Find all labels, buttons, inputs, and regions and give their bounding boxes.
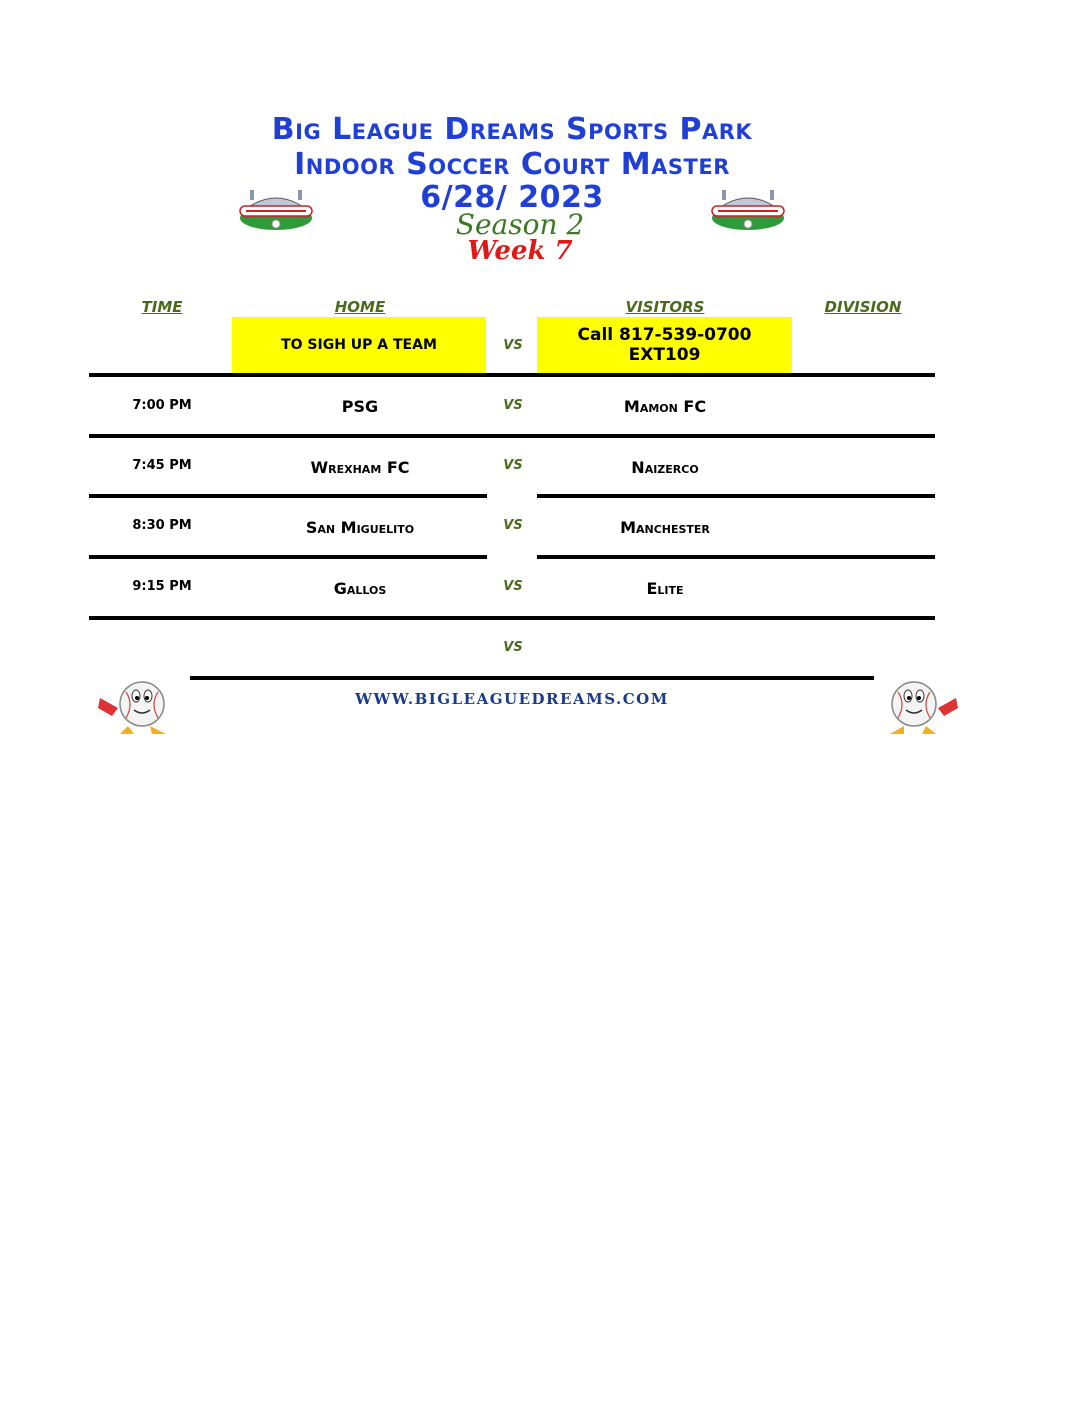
row-divider	[89, 616, 935, 620]
baseball-mascot-icon	[90, 674, 186, 738]
game-time: 7:45 PM	[132, 458, 192, 473]
game-time: 9:15 PM	[132, 579, 192, 594]
row-divider	[89, 494, 487, 498]
stadium-logo-icon	[234, 182, 318, 234]
column-header-visitors: VISITORS	[625, 298, 705, 316]
home-team: Wrexham FC	[310, 458, 410, 477]
baseball-mascot-icon	[870, 674, 966, 738]
vs-label: VS	[503, 579, 523, 594]
vs-label: VS	[503, 398, 523, 413]
row-divider	[89, 373, 935, 377]
game-time: 8:30 PM	[132, 518, 192, 533]
row-divider	[89, 434, 935, 438]
visiting-team: Manchester	[620, 518, 710, 537]
title-line-1: Big League Dreams Sports Park	[271, 112, 753, 147]
vs-label: VS	[503, 518, 523, 533]
week-label: Week 7	[467, 236, 573, 266]
home-team: San Miguelito	[305, 518, 415, 537]
visiting-team: Mamon FC	[623, 397, 707, 416]
signup-home-cell	[232, 317, 486, 373]
game-time: 7:00 PM	[132, 398, 192, 413]
column-header-time: TIME	[141, 298, 183, 316]
signup-text: TO SIGH UP A TEAM	[281, 337, 437, 353]
visiting-team: Elite	[646, 579, 684, 598]
row-divider	[537, 494, 935, 498]
column-header-division: DIVISION	[824, 298, 902, 316]
column-header-home: HOME	[334, 298, 386, 316]
title-line-2: Indoor Soccer Court Master	[294, 147, 730, 182]
vs-label: VS	[503, 338, 523, 353]
signup-contact-cell	[537, 317, 792, 373]
signup-extension: EXT109	[628, 345, 701, 365]
vs-label: VS	[503, 458, 523, 473]
home-team: PSG	[341, 397, 379, 416]
website-link[interactable]: WWW.BIGLEAGUEDREAMS.COM	[355, 690, 669, 708]
row-divider	[537, 555, 935, 559]
row-divider	[89, 555, 487, 559]
signup-phone: Call 817-539-0700	[577, 325, 752, 345]
home-team: Gallos	[333, 579, 387, 598]
vs-label: VS	[503, 640, 523, 655]
stadium-logo-icon	[706, 182, 790, 234]
schedule-date: 6/28/ 2023	[420, 180, 604, 215]
row-divider	[190, 676, 874, 680]
season-label: Season 2	[455, 208, 585, 241]
visiting-team: Naizerco	[631, 458, 699, 477]
